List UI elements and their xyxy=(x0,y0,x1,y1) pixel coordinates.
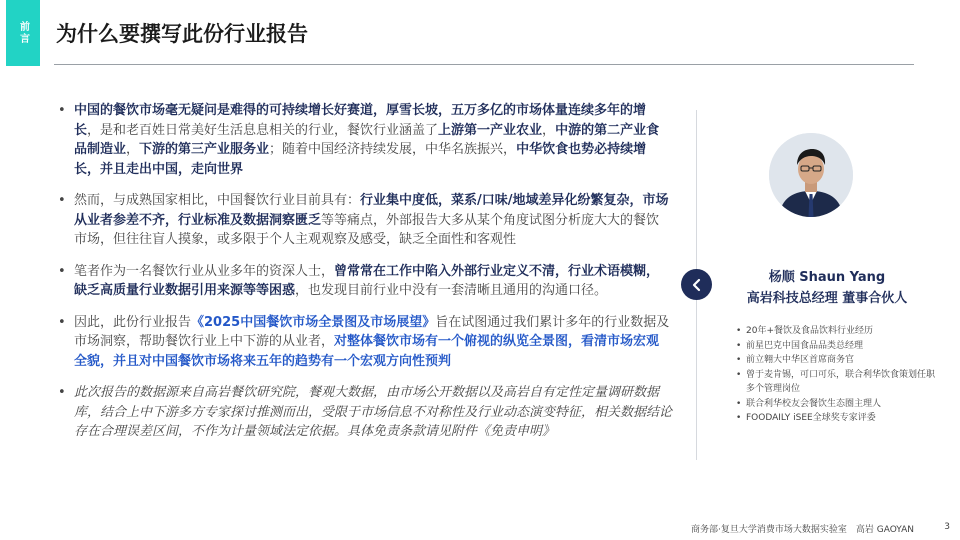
credential-item: • 前星巴克中国食品品类总经理 xyxy=(734,339,939,354)
emphasis-text: 中国的餐饮市场毫无疑问是难得的可持续增长好赛道，厚雪长坡，五万多亿的市场体量连续多年的增长 xyxy=(74,103,647,138)
profile-credentials xyxy=(734,324,939,426)
emphasis-text: 上游第一产业农业 xyxy=(438,122,543,138)
emphasis-text: 对整体餐饮市场有一个俯视的纵览全景图，看清市场宏观全貌，并且对中国餐饮市场将来五年的趋势有一个宏观方向性预判 xyxy=(74,334,660,369)
profile-photo xyxy=(769,133,853,217)
section-tag xyxy=(6,0,40,66)
chevron-left-icon xyxy=(690,278,704,292)
page-number: 3 xyxy=(944,522,950,532)
body-text: ；随着中国经济持续发展，中华名族振兴， xyxy=(269,142,517,157)
emphasis-text: 下游的第三产业服务业 xyxy=(139,142,270,157)
preface-bullet-list xyxy=(56,101,672,454)
credential-item: • 前立翱大中华区首席商务官 xyxy=(734,353,939,368)
body-text: 因此，此份行业报告 xyxy=(74,314,192,330)
credential-item: • 联合利华校友会餐饮生态圈主理人 xyxy=(734,397,939,412)
person-portrait-icon xyxy=(769,133,853,217)
title-divider xyxy=(54,64,914,65)
preface-bullet xyxy=(56,101,672,179)
credential-item: • FOODAILY iSEE全球奖专家评委 xyxy=(734,411,939,426)
emphasis-text: 行业集中度低，菜系/口味/地域差异化纷繁复杂，市场从业者参差不齐，行业标准及数据洞察匮乏 xyxy=(74,193,669,228)
body-text: 笔者作为一名餐饮行业从业多年的资深人士， xyxy=(74,263,335,279)
emphasis-text: 《2025中国餐饮市场全景图及市场展望》 xyxy=(191,314,436,330)
body-text: 然而，与成熟国家相比，中国餐饮行业目前具有： xyxy=(74,193,361,208)
preface-bullet xyxy=(56,191,672,250)
emphasis-text: 曾常常在工作中陷入外部行业定义不清，行业术语模糊，缺乏高质量行业数据引用来源等等困惑 xyxy=(74,263,660,298)
profile-name: 杨顺 Shaun Yang xyxy=(768,270,886,285)
emphasis-text: 中华饮食也势必持续增长，并且走出中国，走向世界 xyxy=(74,142,647,177)
body-text: 旨在试图通过我们累计多年的行业数据及市场洞察，帮助餐饮行业上中下游的从业者， xyxy=(74,314,670,349)
body-text: ， xyxy=(542,122,556,138)
body-text: 此次报告的数据源来自高岩餐饮研究院，餐观大数据，由市场公开数据以及高岩自有定性定量调研数据库，结合上中下游多方专家探讨推测而出，受限于市场信息不对称性及行业动态演变特征，相关数据结论存在合理误差区间，不作为计量领域法定依据。具体免责条款请见附件《免责申明》 xyxy=(74,385,673,439)
body-text: ， xyxy=(126,142,140,157)
preface-bullet xyxy=(56,262,672,301)
credential-item: • 20年+餐饮及食品饮料行业经历 xyxy=(734,324,939,339)
emphasis-text: 中游的第二产业食品制造业 xyxy=(74,122,660,157)
section-tag-label: 前言 xyxy=(17,21,29,45)
body-text: ，是和老百姓日常美好生活息息相关的行业，餐饮行业涵盖了 xyxy=(87,122,439,138)
preface-bullet xyxy=(56,383,672,442)
preface-bullet xyxy=(56,313,672,372)
collapse-panel-button[interactable] xyxy=(681,269,712,300)
body-text: 等等痛点，外部报告大多从某个角度试图分析庞大大的餐饮市场，但往往盲人摸象，或多限于个人主观观察及感受，缺乏全面性和客观性 xyxy=(74,212,660,247)
body-text: ，也发现目前行业中没有一套清晰且通用的沟通口径。 xyxy=(295,283,608,298)
credential-item: • 曾于麦肯锡，可口可乐，联合利华饮食策划任职多个管理岗位 xyxy=(734,368,939,397)
profile-title: 高岩科技总经理 董事合伙人 xyxy=(746,291,908,306)
footer-source: 商务部·复旦大学消费市场大数据实验室 高岩 GAOYAN xyxy=(691,525,914,535)
page-title: 为什么要撰写此份行业报告 xyxy=(56,22,308,46)
